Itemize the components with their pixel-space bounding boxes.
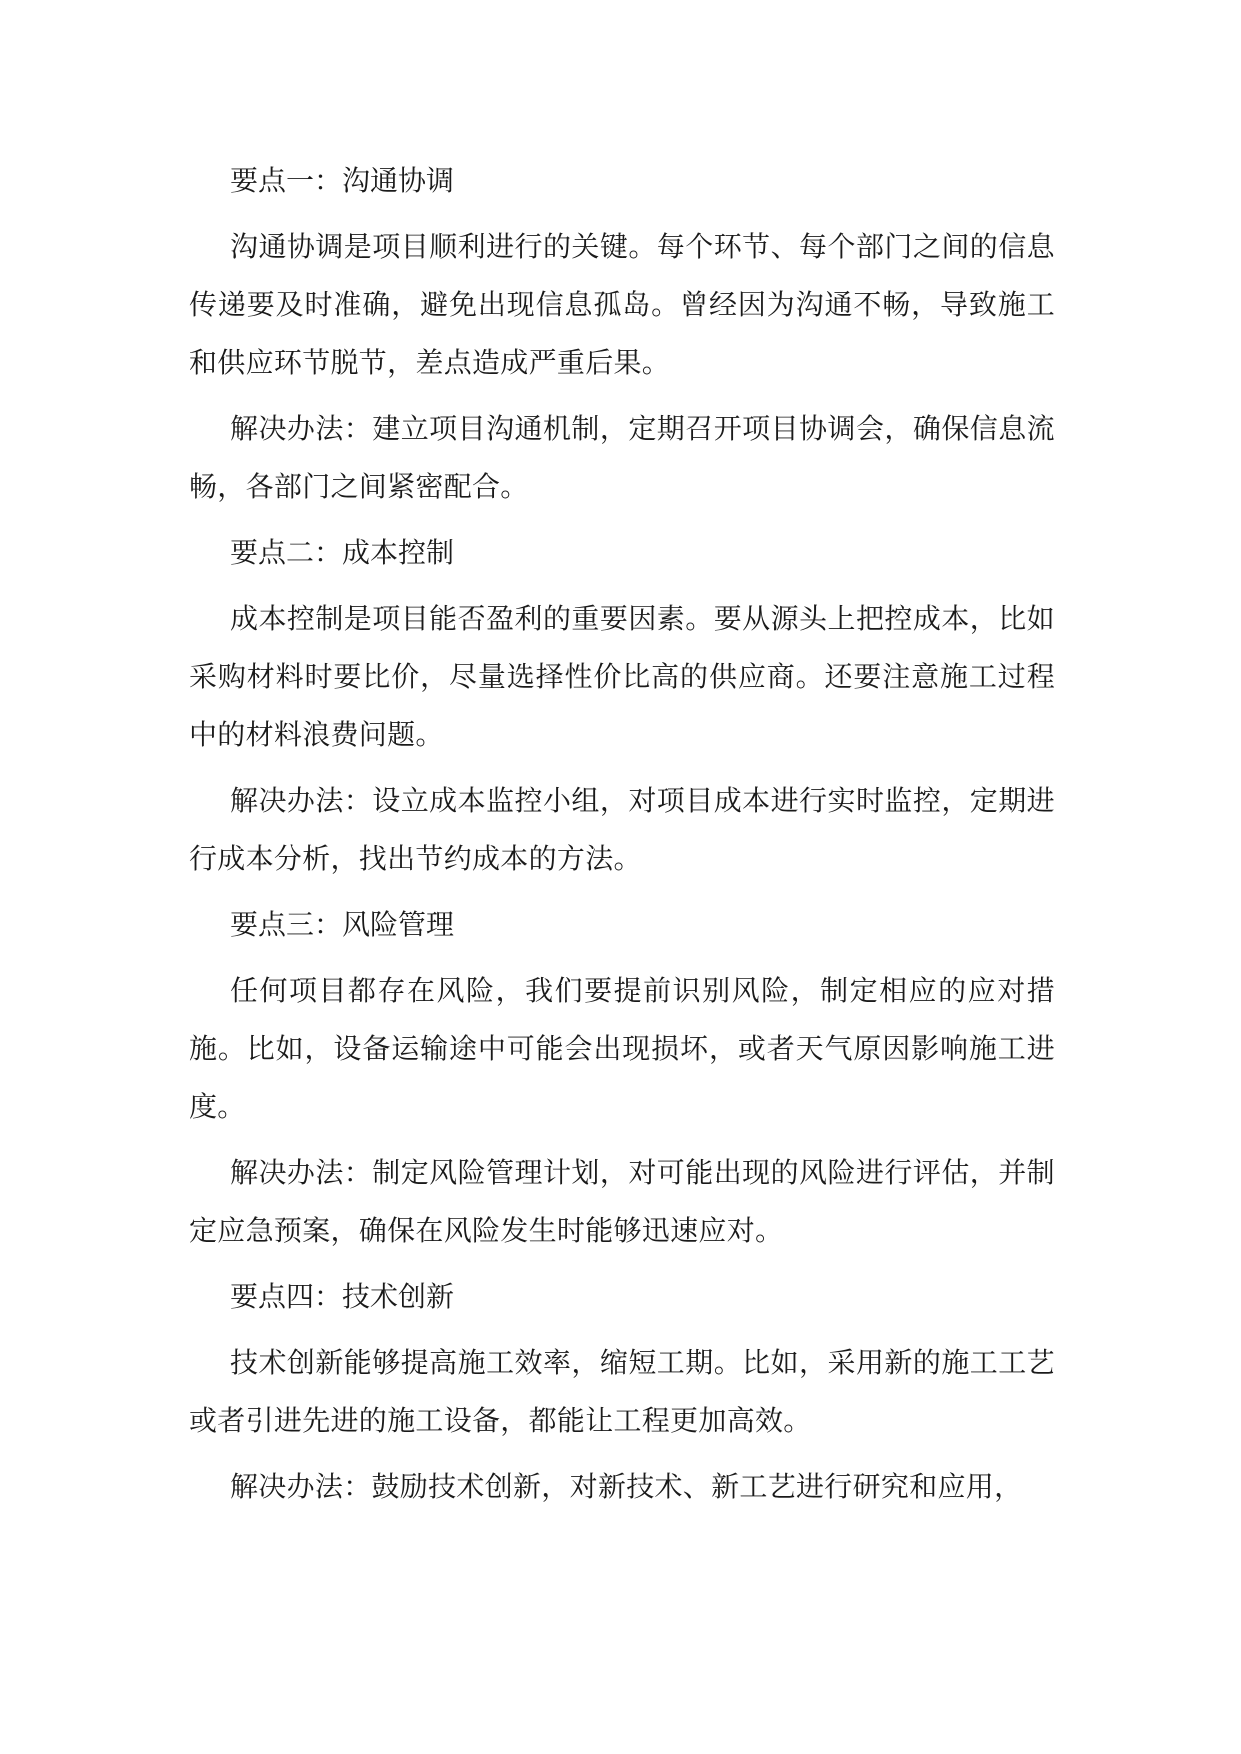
section-heading-3: 要点三：风险管理 xyxy=(230,908,455,941)
section-heading-2: 要点二：成本控制 xyxy=(230,536,455,569)
section-heading-4: 要点四：技术创新 xyxy=(230,1280,455,1313)
paragraph: 解决办法：设立成本监控小组，对项目成本进行实时监控，定期进行成本分析，找出节约成本的方法。 xyxy=(189,784,1055,875)
paragraph: 解决办法：制定风险管理计划，对可能出现的风险进行评估，并制定应急预案，确保在风险发生时能够迅速应对。 xyxy=(189,1156,1055,1247)
section-heading-1: 要点一：沟通协调 xyxy=(230,164,455,197)
document-body xyxy=(189,152,1055,1524)
paragraph: 沟通协调是项目顺利进行的关键。每个环节、每个部门之间的信息传递要及时准确，避免出现信息孤岛。曾经因为沟通不畅，导致施工和供应环节脱节，差点造成严重后果。 xyxy=(189,230,1055,379)
paragraph: 成本控制是项目能否盈利的重要因素。要从源头上把控成本，比如采购材料时要比价，尽量选择性价比高的供应商。还要注意施工过程中的材料浪费问题。 xyxy=(189,602,1055,751)
paragraph: 技术创新能够提高施工效率，缩短工期。比如，采用新的施工工艺或者引进先进的施工设备，都能让工程更加高效。 xyxy=(189,1346,1055,1437)
paragraph: 解决办法：建立项目沟通机制，定期召开项目协调会，确保信息流畅，各部门之间紧密配合。 xyxy=(189,412,1055,503)
paragraph: 任何项目都存在风险，我们要提前识别风险，制定相应的应对措施。比如，设备运输途中可能会出现损坏，或者天气原因影响施工进度。 xyxy=(189,974,1055,1123)
paragraph: 解决办法：鼓励技术创新，对新技术、新工艺进行研究和应用， xyxy=(230,1470,1023,1503)
